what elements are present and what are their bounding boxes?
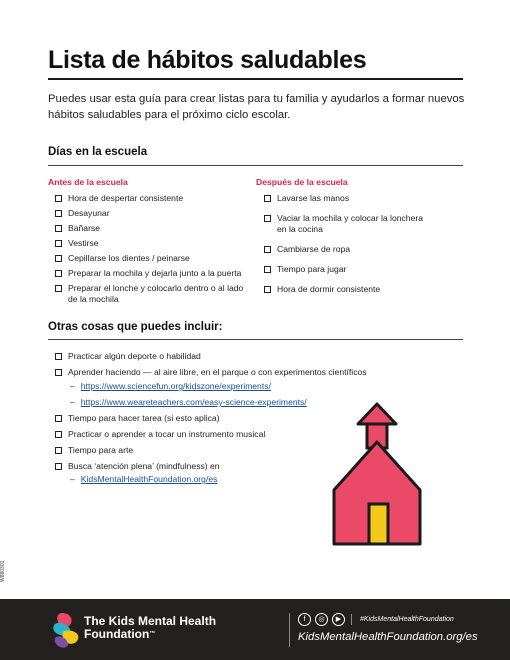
hashtag-text: #KidsMentalHealthFoundation — [360, 616, 454, 623]
other-things-list-b — [55, 413, 355, 472]
footer-url[interactable]: KidsMentalHealthFoundation.org/es — [298, 631, 478, 643]
facebook-icon[interactable]: f — [298, 613, 311, 626]
checkbox-icon[interactable] — [55, 195, 62, 202]
mindfulness-link-row: – KidsMentalHealthFoundation.org/es — [70, 474, 218, 484]
social-separator — [351, 614, 352, 625]
list-item: Cambiarse de ropa — [264, 244, 424, 255]
list-item: Practicar algún deporte o habilidad — [55, 351, 415, 362]
checkbox-icon[interactable] — [55, 285, 62, 292]
school-days-divider — [48, 165, 463, 166]
checkbox-icon[interactable] — [264, 195, 271, 202]
checkbox-icon[interactable] — [264, 286, 271, 293]
checkbox-icon[interactable] — [55, 225, 62, 232]
bell-tower-roof — [358, 404, 396, 424]
list-item: Hora de dormir consistente — [264, 284, 424, 295]
list-item: Desayunar — [55, 208, 255, 219]
school-days-heading: Días en la escuela — [48, 146, 148, 158]
footer-divider — [289, 613, 290, 647]
checkbox-icon[interactable] — [55, 463, 62, 470]
science-link-row: – https://www.weareteachers.com/easy-science-experiments/ — [70, 397, 307, 407]
title-divider — [48, 78, 463, 80]
list-item: Tiempo para hacer tarea (si esto aplica) — [55, 413, 355, 424]
list-item: Busca ‘atención plena’ (mindfulness) en — [55, 461, 355, 472]
list-item: Preparar la mochila y dejarla junto a la puerta — [55, 268, 255, 279]
list-item: Vestirse — [55, 238, 255, 249]
intro-paragraph: Puedes usar esta guía para crear listas para tu familia y ayudarlos a formar nuevos hábitos saludables para el próximo ciclo escolar. — [48, 93, 465, 121]
schoolhouse-illustration — [330, 402, 424, 548]
checkbox-icon[interactable] — [55, 255, 62, 262]
list-item: Practicar o aprender a tocar un instrumento musical — [55, 429, 355, 440]
checkbox-icon[interactable] — [55, 431, 62, 438]
sciencefun-link[interactable]: https://www.sciencefun.org/kidszone/experiments/ — [80, 381, 271, 391]
list-item: Aprender haciendo — al aire libre, en el parque o con experimentos científicos — [55, 367, 415, 378]
checkbox-icon[interactable] — [55, 240, 62, 247]
after-school-heading: Después de la escuela — [256, 177, 348, 187]
checkbox-icon[interactable] — [55, 447, 62, 454]
list-item: Vaciar la mochila y colocar la lonchera en la cocina — [264, 213, 424, 235]
other-things-heading: Otras cosas que puedes incluir: — [48, 321, 223, 333]
checkbox-icon[interactable] — [264, 246, 271, 253]
weareteachers-link[interactable]: https://www.weareteachers.com/easy-science-experiments/ — [80, 397, 307, 407]
footer-logo-text: The Kids Mental Health Foundation™ — [84, 614, 217, 641]
list-item: Tiempo para jugar — [264, 264, 424, 275]
list-item: Preparar el lonche y colocarlo dentro o al lado de la mochila — [55, 283, 255, 305]
checkbox-icon[interactable] — [55, 353, 62, 360]
before-school-list — [55, 193, 255, 305]
before-school-heading: Antes de la escuela — [48, 177, 128, 187]
checkbox-icon[interactable] — [55, 415, 62, 422]
kmhf-link[interactable]: KidsMentalHealthFoundation.org/es — [80, 474, 218, 484]
checkbox-icon[interactable] — [264, 215, 271, 222]
kmhf-logo-icon — [52, 611, 80, 649]
social-links — [298, 613, 454, 626]
after-school-list — [264, 193, 424, 295]
list-item: Cepillarse los dientes / peinarse — [55, 253, 255, 264]
checkbox-icon[interactable] — [55, 270, 62, 277]
list-item: Lavarse las manos — [264, 193, 424, 204]
page-title: Lista de hábitos saludables — [48, 46, 367, 74]
footer-bar — [0, 599, 510, 660]
list-item: Bañarse — [55, 223, 255, 234]
checkbox-icon[interactable] — [55, 369, 62, 376]
house-door — [369, 504, 388, 544]
checkbox-icon[interactable] — [55, 210, 62, 217]
instagram-icon[interactable]: ◎ — [315, 613, 328, 626]
checkbox-icon[interactable] — [264, 266, 271, 273]
other-things-divider — [48, 339, 463, 340]
youtube-icon[interactable]: ▶ — [332, 613, 345, 626]
science-link-row: – https://www.sciencefun.org/kidszone/experiments/ — [70, 381, 271, 391]
list-item: Hora de despertar consistente — [55, 193, 255, 204]
document-code: W880301 — [0, 560, 6, 582]
other-things-list-a — [55, 351, 415, 378]
list-item: Tiempo para arte — [55, 445, 355, 456]
